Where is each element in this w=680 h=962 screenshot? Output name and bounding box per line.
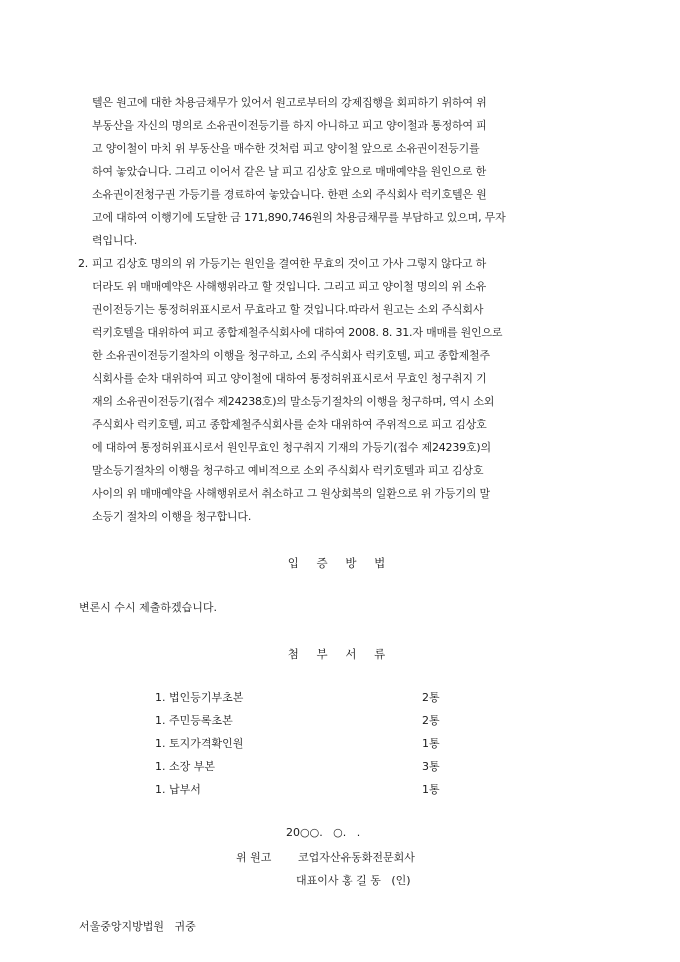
attachment-quantity: 3통 — [422, 760, 440, 773]
attachment-name: 1. 납부서 — [155, 783, 201, 796]
attachment-name: 1. 주민등록초본 — [155, 714, 233, 727]
section-heading-attachments: 첨 부 서 류 — [287, 647, 393, 661]
text-line: 한 소유권이전등기절차의 이행을 청구하고, 소외 주식회사 럭키호텔, 피고 종합제철주 — [92, 349, 490, 362]
text-line: 고에 대하여 이행기에 도달한 금 171,890,746원의 차용금채무를 부담하고 있으며, 무자 — [92, 211, 506, 224]
attachment-item — [155, 689, 445, 703]
attachment-quantity: 2통 — [422, 714, 440, 727]
text-line: 재의 소유권이전등기(접수 제24238호)의 말소등기절차의 이행을 청구하며, 역시 소외 — [92, 395, 495, 408]
attachment-item — [155, 735, 445, 749]
plaintiff-company: 코업자산유동화전문회사 — [298, 851, 415, 864]
text-line: 사이의 위 매매예약을 사해행위로서 취소하고 그 원상회복의 일환으로 위 가등기의 말 — [92, 487, 490, 500]
text-line: 부동산을 자신의 명의로 소유권이전등기를 하지 아니하고 피고 양이철과 통정하여 피 — [92, 119, 487, 132]
text-line: 식회사를 순차 대위하여 피고 양이철에 대하여 통정허위표시로서 무효인 청구취지 기 — [92, 372, 487, 385]
attachment-quantity: 2통 — [422, 691, 440, 704]
text-line: 더라도 위 매매예약은 사해행위라고 할 것입니다. 그리고 피고 양이철 명의의 위 소유 — [92, 280, 487, 293]
text-line: 소유권이전청구권 가등기를 경료하여 놓았습니다. 한편 소외 주식회사 럭키호텔은 원 — [92, 188, 487, 201]
text-line: 말소등기절차의 이행을 청구하고 예비적으로 소외 주식회사 럭키호텔과 피고 김상호 — [92, 464, 484, 477]
attachment-name: 1. 법인등기부초본 — [155, 691, 244, 704]
attachment-item — [155, 781, 445, 795]
text-line: 고 양이철이 마치 위 부동산을 매수한 것처럼 피고 양이철 앞으로 소유권이전등기를 — [92, 142, 480, 155]
proof-text: 변론시 수시 제출하겠습니다. — [79, 601, 218, 614]
text-line: 권이전등기는 통정허위표시로서 무효라고 할 것입니다.따라서 원고는 소외 주식회사 — [92, 303, 484, 316]
representative-signature: 대표이사 홍 길 동 (인) — [296, 874, 411, 887]
text-line: 주식회사 럭키호텔, 피고 종합제철주식회사를 순차 대위하여 주위적으로 피고 김상호 — [92, 418, 487, 431]
attachment-quantity: 1통 — [422, 737, 440, 750]
attachment-name: 1. 소장 부본 — [155, 760, 215, 773]
court-addressee: 서울중앙지방법원 귀중 — [79, 920, 196, 933]
text-line: 소등기 절차의 이행을 청구합니다. — [92, 510, 252, 523]
filing-date: 20○○. ○. . — [286, 826, 361, 839]
section-heading-proof: 입 증 방 법 — [287, 556, 393, 570]
text-line: 력입니다. — [92, 234, 138, 247]
attachment-item — [155, 758, 445, 772]
text-line: 피고 김상호 명의의 위 가등기는 원인을 결여한 무효의 것이고 가사 그렇지 않다고 하 — [92, 257, 487, 270]
attachment-item — [155, 712, 445, 726]
text-line: 에 대하여 통정허위표시로서 원인무효인 청구취지 기재의 가등기(접수 제24239호)의 — [92, 441, 491, 454]
text-line: 텔은 원고에 대한 차용금채무가 있어서 원고로부터의 강제집행을 회피하기 위하여 위 — [92, 96, 487, 109]
attachment-name: 1. 토지가격확인원 — [155, 737, 244, 750]
text-line: 하여 놓았습니다. 그리고 이어서 같은 날 피고 김상호 앞으로 매매예약을 원인으로 한 — [92, 165, 487, 178]
attachment-quantity: 1통 — [422, 783, 440, 796]
text-line: 럭키호텔을 대위하여 피고 종합제철주식회사에 대하여 2008. 8. 31.자 매매를 원인으로 — [92, 326, 503, 339]
plaintiff-label: 위 원고 — [236, 851, 272, 864]
item-number: 2. — [78, 257, 89, 270]
